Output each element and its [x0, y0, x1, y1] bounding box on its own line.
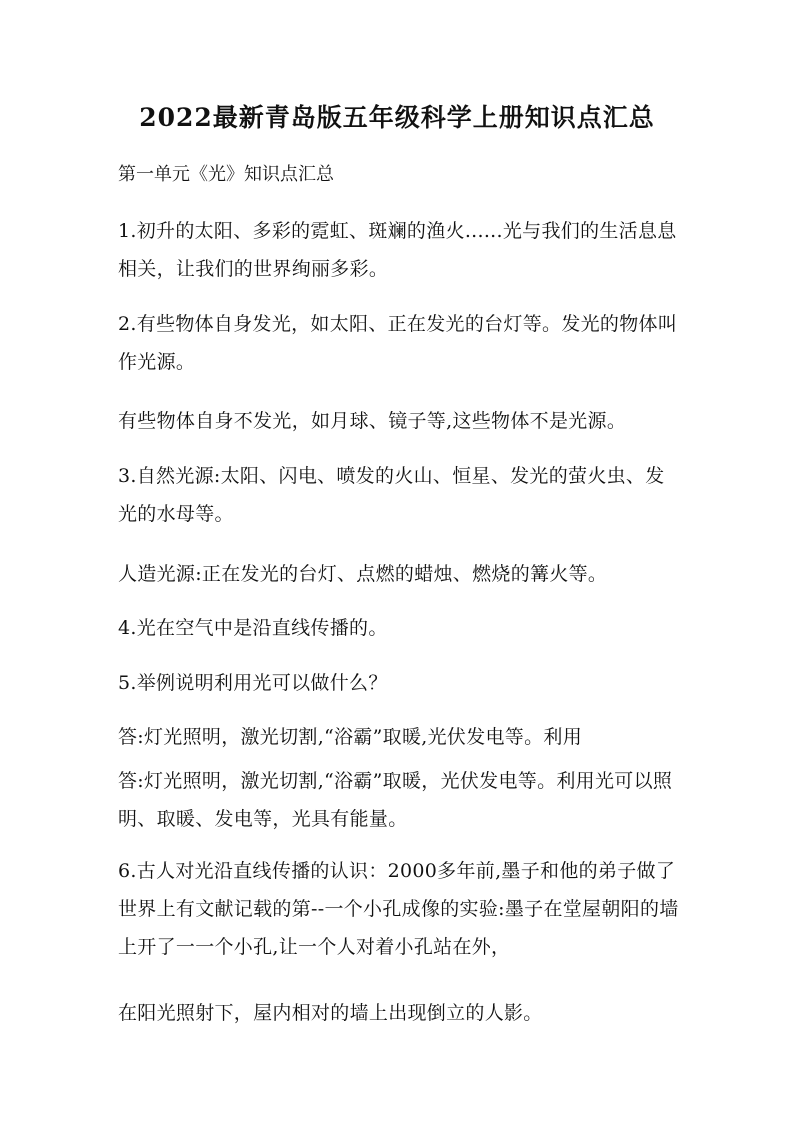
paragraph-4: 3.自然光源:太阳、闪电、喷发的火山、恒星、发光的萤火虫、发光的水母等。 — [118, 465, 665, 525]
paragraph-8: 答:灯光照明，激光切割,“浴霸”取暖,光伏发电等。利用 — [118, 726, 583, 748]
paragraph-2: 2.有些物体自身发光，如太阳、正在发光的台灯等。发光的物体叫作光源。 — [118, 313, 678, 373]
paragraph-6: 4.光在空气中是沿直线传播的。 — [118, 617, 388, 639]
paragraph-9: 答:灯光照明，激光切割,“浴霸”取暖，光伏发电等。利用光可以照明、取暖、发电等，光具有能量。 — [118, 770, 673, 830]
paragraph-10: 6.古人对光沿直线传播的认识：2000多年前,墨子和他的弟子做了世界上有文献记载的第--一个小孔成像的实验:墨子在堂屋朝阳的墙上开了一一个小孔,让一个人对着小孔站在外， — [118, 860, 679, 958]
paragraph-11: 在阳光照射下，屋内相对的墙上出现倒立的人影。 — [118, 1002, 543, 1024]
paragraph-1: 1.初升的太阳、多彩的霓虹、斑斓的渔火......光与我们的生活息息相关，让我们的世界绚丽多彩。 — [118, 220, 677, 280]
document-title: 2022最新青岛版五年级科学上册知识点汇总 — [139, 103, 655, 132]
paragraph-3: 有些物体自身不发光，如月球、镜子等,这些物体不是光源。 — [118, 410, 627, 432]
unit-heading: 第一单元《光》知识点汇总 — [118, 164, 334, 185]
paragraph-5: 人造光源:正在发光的台灯、点燃的蜡烛、燃烧的篝火等。 — [118, 563, 608, 585]
paragraph-7: 5.举例说明利用光可以做什么？ — [118, 672, 388, 694]
